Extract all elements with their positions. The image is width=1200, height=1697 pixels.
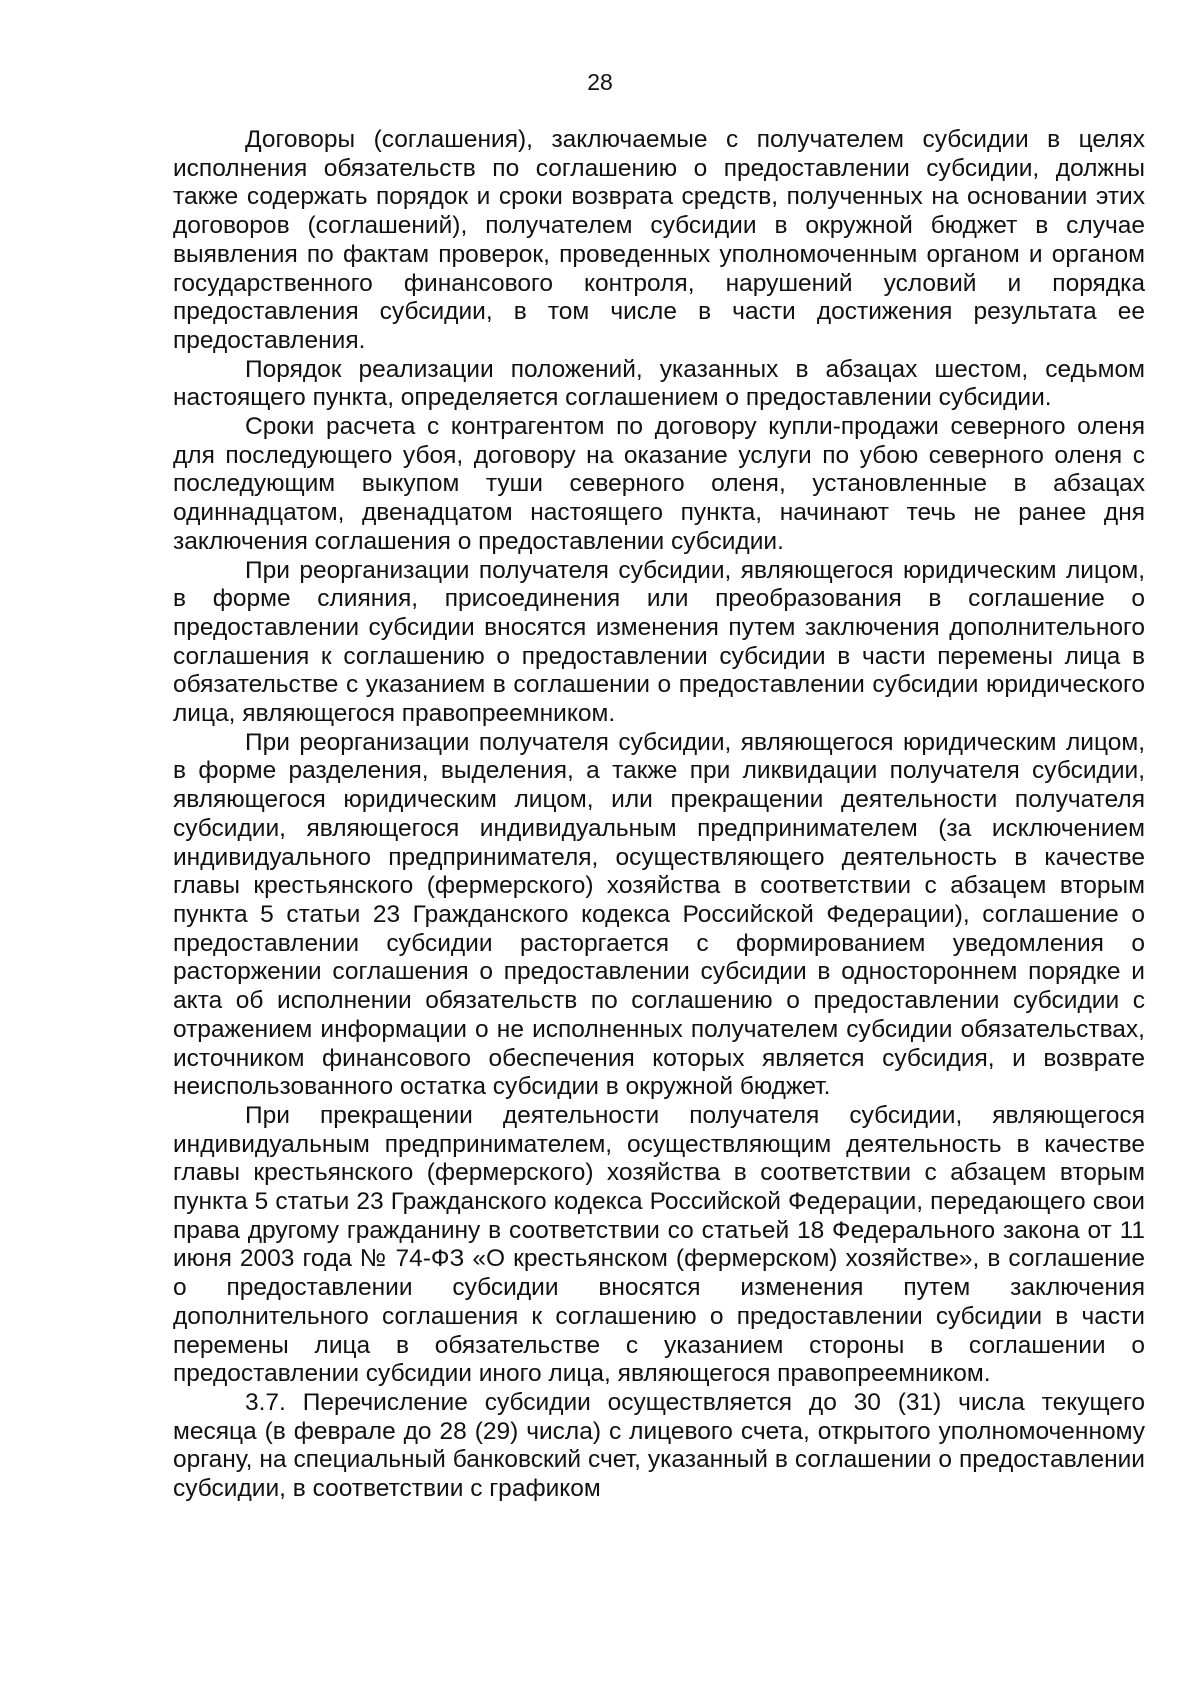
paragraph-settlement-terms: Сроки расчета с контрагентом по договору купли-продажи северного оленя для последующего убоя, договору на оказание услуги по убою северного оленя с последующим выкупом туши северного оленя, установленные в абзацах одиннадцатом, двенадцатом настоящего пункта, начинают течь не ранее дня заключения соглашения о предоставлении субсидии. bbox=[173, 413, 1145, 555]
paragraph-3-7-transfer: 3.7. Перечисление субсидии осуществляется до 30 (31) числа текущего месяца (в феврале до 28 (29) числа) с лицевого счета, открытого уполномоченному органу, на специальный банковский счет, указанный в соглашении о предоставлении субсидии, в соответствии с графиком bbox=[173, 1388, 1145, 1503]
page-number: 28 bbox=[587, 69, 613, 95]
paragraph-reorganization-merger: При реорганизации получателя субсидии, являющегося юридическим лицом, в форме слияния, присоединения или преобразования в соглашение о предоставлении субсидии вносятся изменения путем заключения дополнительного соглашения к соглашению о предоставлении субсидии в части перемены лица в обязательстве с указанием в соглашении о предоставлении субсидии юридического лица, являющегося правопреемником. bbox=[173, 556, 1145, 728]
paragraph-implementation-order: Порядок реализации положений, указанных в абзацах шестом, седьмом настоящего пункта, определяется соглашением о предоставлении субсидии. bbox=[173, 355, 1145, 412]
paragraph-contracts-refund: Договоры (соглашения), заключаемые с получателем субсидии в целях исполнения обязательств по соглашению о предоставлении субсидии, должны также содержать порядок и сроки возврата средств, полученных на основании этих договоров (соглашений), получателем субсидии в окружной бюджет в случае выявления по фактам проверок, проведенных уполномоченным органом и органом государственного финансового контроля, нарушений условий и порядка предоставления субсидии, в том числе в части достижения результата ее предоставления. bbox=[173, 126, 1145, 354]
paragraph-reorganization-division: При реорганизации получателя субсидии, являющегося юридическим лицом, в форме разделения, выделения, а также при ликвидации получателя субсидии, являющегося юридическим лицом, или прекращении деятельности получателя субсидии, являющегося индивидуальным предпринимателем (за исключением индивидуального предпринимателя, осуществляющего деятельность в качестве главы крестьянского (фермерского) хозяйства в соответствии с абзацем вторым пункта 5 статьи 23 Гражданского кодекса Российской Федерации), соглашение о предоставлении субсидии расторгается с формированием уведомления о расторжении соглашения о предоставлении субсидии в одностороннем порядке и акта об исполнении обязательств по соглашению о предоставлении субсидии с отражением информации о не исполненных получателем субсидии обязательствах, источником финансового обеспечения которых является субсидия, и возврате неиспользованного остатка субсидии в окружной бюджет. bbox=[173, 728, 1145, 1101]
document-body bbox=[173, 126, 1145, 1504]
paragraph-termination-farm: При прекращении деятельности получателя субсидии, являющегося индивидуальным предпринимателем, осуществляющим деятельность в качестве главы крестьянского (фермерского) хозяйства в соответствии с абзацем вторым пункта 5 статьи 23 Гражданского кодекса Российской Федерации, передающего свои права другому гражданину в соответствии со статьей 18 Федерального закона от 11 июня 2003 года № 74-ФЗ «О крестьянском (фермерском) хозяйстве», в соглашение о предоставлении субсидии вносятся изменения путем заключения дополнительного соглашения к соглашению о предоставлении субсидии в части перемены лица в обязательстве с указанием стороны в соглашении о предоставлении субсидии иного лица, являющегося правопреемником. bbox=[173, 1101, 1145, 1388]
